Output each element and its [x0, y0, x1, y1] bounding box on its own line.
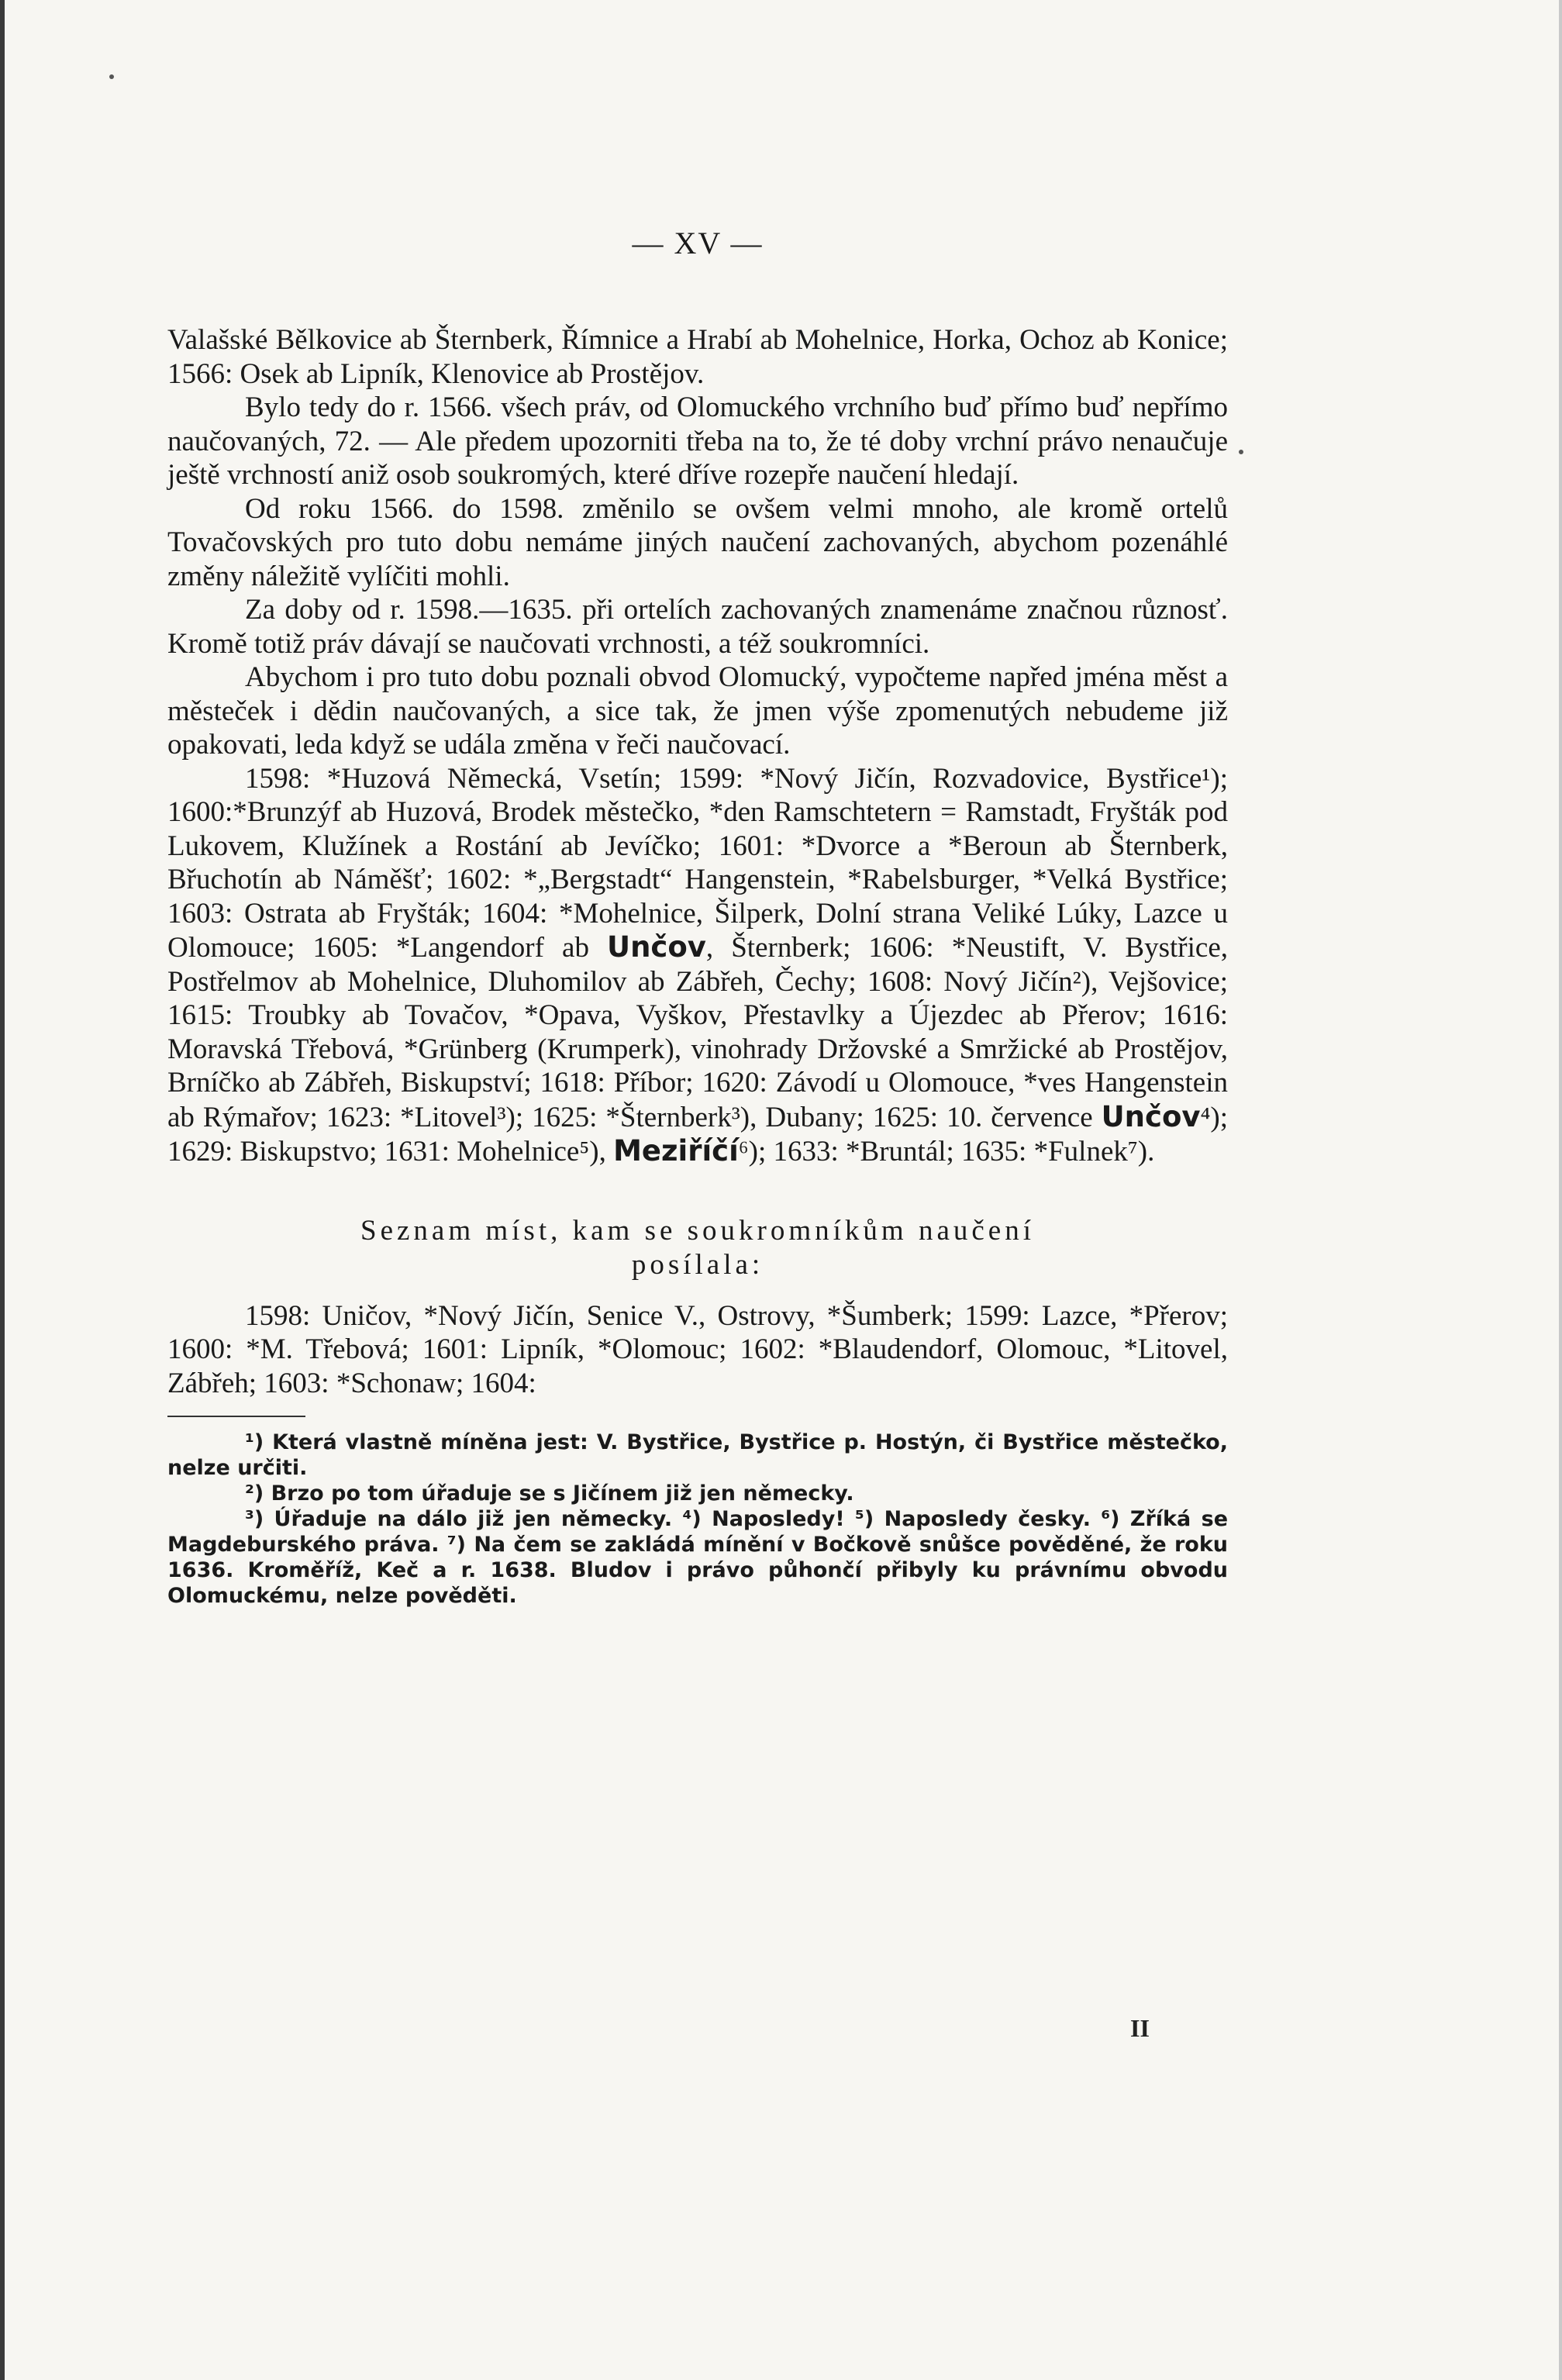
footnote-3: ³) Úřaduje na dálo již jen německy. ⁴) Naposledy! ⁵) Naposledy česky. ⁶) Zříká se Magdeburského práva. ⁷) Na čem se zakládá mínění v Bočkově snůšce pověděné, že roku 1636. Kroměříž, Keč a r. 1638. Bludov i právo půhončí přibyly ku právnímu obvodu Olomuckému, nelze pověděti.: [167, 1507, 1228, 1608]
speck: [1239, 450, 1243, 454]
bold-placename: Unčov: [1101, 1099, 1201, 1133]
section-title: [167, 1214, 1228, 1282]
speck: [109, 74, 114, 79]
page-edge-left: [0, 0, 5, 2380]
section-text: 1598: Uničov, *Nový Jičín, Senice V., Ostrovy, *Šumberk; 1599: Lazce, *Přerov; 1600: *M. Třebová; 1601: Lipník, *Olomouc; 1602: *Blaudendorf, Olomouc, *Litovel, Zábřeh; 1603: *Schonaw; 1604:: [167, 1299, 1228, 1399]
page-number: — XV —: [632, 226, 764, 260]
signature-mark: II: [1130, 2014, 1150, 2042]
page-edge-right: [1559, 0, 1562, 2380]
paragraph-5: Abychom i pro tuto dobu poznali obvod Olomucký, vypočteme napřed jména měst a městeček i dědin naučovaných, a sice tak, že jmen výše zpomenutých nebudeme již opakovati, leda když se udála změna v řeči naučovací.: [167, 661, 1228, 761]
paragraph-4: Za doby od r. 1598.—1635. při ortelích zachovaných znamenáme značnou různosť. Kromě totiž práv dávají se naučovati vrchnosti, a též soukromníci.: [167, 594, 1228, 660]
page-content: [167, 225, 1228, 1609]
footnote-2: ²) Brzo po tom úřaduje se s Jičínem již jen německy.: [245, 1481, 854, 1506]
bold-placename: Meziříčí: [613, 1134, 739, 1168]
paragraph-1: Valašské Bělkovice ab Šternberk, Římnice a Hrabí ab Mohelnice, Horka, Ochoz ab Konice; 1566: Osek ab Lipník, Klenovice ab Prostějov.: [167, 324, 1228, 390]
paragraph-6: 1598: *Huzová Německá, Vsetín; 1599: *Nový Jičín, Rozvadovice, Bystřice¹); 1600:*Brunzýf ab Huzová, Brodek městečko, *den Ramschtetern = Ramstadt, Fryšták pod Lukovem, Klužínek a Rostání ab Jevíčko; 1601: *Dvorce a *Beroun ab Šternberk, Břuchotín ab Náměšť; 1602: *„Bergstadt“ Hangenstein, *Rabelsburger, *Velká Bystřice; 1603: Ostrata ab Fryšták; 1604: *Mohelnice, Šilperk, Dolní strana Veliké Lúky, Lazce u Olomouce; 1605: *Langendorf ab Unčov, Šternberk; 1606: *Neustift, V. Bystřice, Postřelmov ab Mohelnice, Dluhomilov ab Zábřeh, Čechy; 1608: Nový Jičín²), Vejšovice; 1615: Troubky ab Tovačov, *Opava, Vyškov, Přestavlky a Újezdec ab Přerov; 1616: Moravská Třebová, *Grünberg (Krumperk), vinohrady Držovské a Smržické ab Prostějov, Brníčko ab Zábřeh, Biskupství; 1618: Příbor; 1620: Závodí u Olomouce, *ves Hangenstein ab Rýmařov; 1623: *Litovel³); 1625: *Šternberk³), Dubany; 1625: 10. července Unčov⁴); 1629: Biskupstvo; 1631: Mohelnice⁵), Meziříčí⁶); 1633: *Bruntál; 1635: *Fulnek⁷).: [167, 762, 1228, 1168]
footnote-divider: [167, 1416, 305, 1417]
paragraph-2: Bylo tedy do r. 1566. všech práv, od Olomuckého vrchního buď přímo buď nepřímo naučovaných, 72. — Ale předem upozorniti třeba na to, že té doby vrchní právo nenaučuje ještě vrchností aniž osob soukromých, které dříve rozepře naučení hledají.: [167, 391, 1228, 491]
paragraph-3: Od roku 1566. do 1598. změnilo se ovšem velmi mnoho, ale kromě ortelů Tovačovských pro tuto dobu nemáme jiných naučení zachovaných, abychom pozenáhlé změny náležitě vylíčiti mohli.: [167, 492, 1228, 592]
section-title-line-2: posílala:: [631, 1248, 764, 1281]
bold-placename: Unčov: [607, 930, 706, 964]
footnote-1: ¹) Která vlastně míněna jest: V. Bystřice, Bystřice p. Hostýn, či Bystřice městečko, nelze určiti.: [167, 1430, 1228, 1480]
section-title-line-1: Seznam míst, kam se soukromníkům naučení: [360, 1214, 1035, 1247]
